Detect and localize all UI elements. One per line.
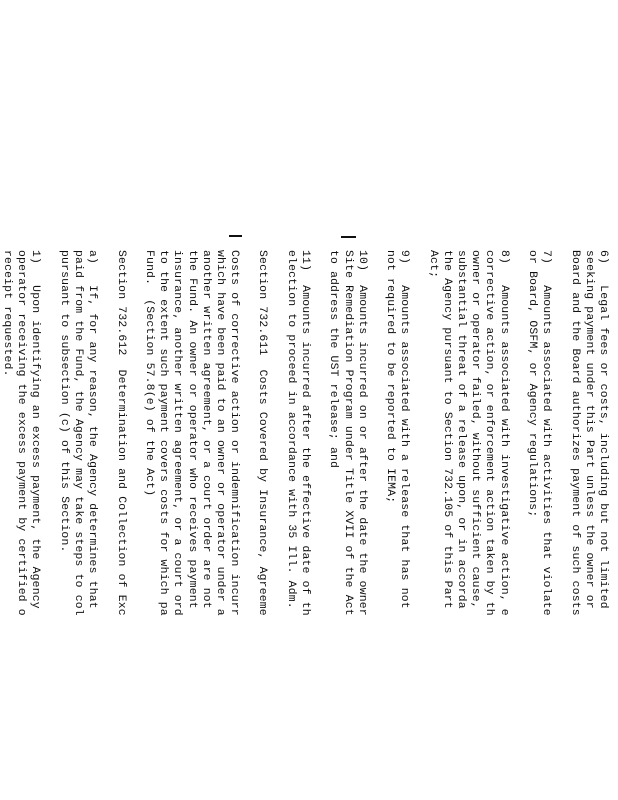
text-line: which have been paid to an owner or operator under a xyxy=(213,250,226,616)
text-line: corrective action, or enforcement action taken by th xyxy=(483,250,496,616)
paragraph-gap xyxy=(241,250,255,800)
text-line: Act; xyxy=(426,250,439,279)
text-line: Fund. (Section 57.8(e) of the Act) xyxy=(143,250,155,497)
text-line: seeking payment under this Part unless the owner or xyxy=(582,250,595,609)
text-line: to address the UST release; and xyxy=(327,250,340,469)
text-line: Costs of corrective action or indemnification incurr xyxy=(228,250,241,616)
paragraph-gap xyxy=(270,250,284,800)
text-line: operator receiving the excess payment by certified o xyxy=(15,250,28,616)
text-line: 6) Legal fees or costs, including but not limited xyxy=(597,250,609,609)
paragraph-gap xyxy=(312,250,326,800)
text-line: 11) Amounts incurred after the effective date of th xyxy=(299,250,312,616)
paragraph-gap xyxy=(128,250,142,800)
text-line: the Agency pursuant to Section 732.105 of this Part xyxy=(440,250,453,609)
text-line: to the extent such payment covers costs for which pa xyxy=(157,250,170,616)
paragraph-gap xyxy=(511,250,525,800)
text-line: the Fund. An owner or operator who receives payment xyxy=(185,250,198,609)
text-line: or Board, OSFM, or Agency regulations; xyxy=(526,250,539,518)
paragraph-gap xyxy=(411,250,425,800)
text-line: Section 732.612 Determination and Collection of Exc xyxy=(114,250,127,616)
scan-mark-right xyxy=(341,236,356,238)
paragraph-gap xyxy=(553,250,567,800)
text-line: 9) Amounts associated with a release that has not xyxy=(398,250,411,609)
text-line: Site Remediation Program under Title XVII of the Act xyxy=(341,250,354,616)
text-line: owner or operator failed, without sufficient cause, xyxy=(469,250,482,609)
rotated-text-body xyxy=(1,250,610,800)
paragraph-gap xyxy=(43,250,57,800)
text-line: election to proceed in accordance with 35 Ill. Adm. xyxy=(284,250,297,609)
text-line: 10) Amounts incurred on or after the date the owner xyxy=(355,250,368,616)
paragraph-gap xyxy=(99,250,113,800)
paragraph-gap xyxy=(369,250,383,800)
text-line: substantial threat of a release upon, or in accorda xyxy=(455,250,468,609)
text-line: another written agreement, or a court order are not xyxy=(199,250,212,609)
text-line: paid from the Fund, the Agency may take steps to col xyxy=(72,250,85,616)
text-line: a) If, for any reason, the Agency determines that xyxy=(86,250,99,609)
text-line: pursuant to subsection (c) of this Section. xyxy=(57,250,70,553)
text-line: 7) Amounts associated with activities that violate xyxy=(540,250,553,616)
text-line: Section 732.611 Costs Covered by Insurance, Agreeme xyxy=(256,250,269,616)
text-line: 1) Upon identifying an excess payment, the Agency xyxy=(29,250,42,609)
text-line: receipt requested. xyxy=(1,250,14,377)
text-line: not required to be reported to IEMA; xyxy=(384,250,397,504)
text-line: 8) Amounts associated with investigative action, e xyxy=(497,250,510,616)
scan-mark-left xyxy=(229,235,242,237)
text-line: Board and the Board authorizes payment of such costs xyxy=(568,250,581,616)
text-line: insurance, another written agreement, or a court ord xyxy=(171,250,184,616)
